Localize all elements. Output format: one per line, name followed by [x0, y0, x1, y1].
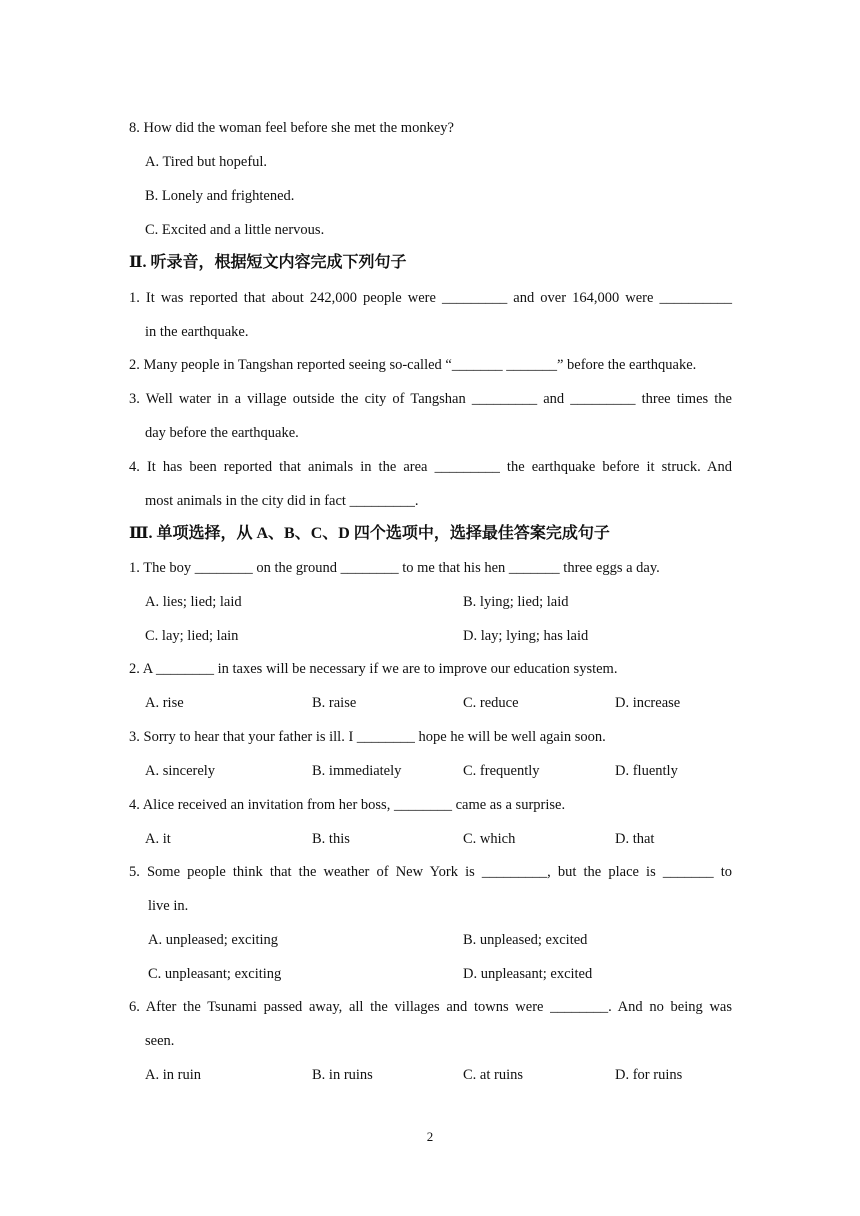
mc-5-option-d: D. unpleasant; excited	[463, 966, 593, 982]
mc-1-option-c: C. lay; lied; lain	[145, 628, 239, 644]
mc-1-option-b: B. lying; lied; laid	[463, 594, 569, 610]
section-2-heading: Ⅱ. 听录音，根据短文内容完成下列句子	[129, 254, 407, 271]
fill-sentence-1: 1. It was reported that about 242,000 people were _________ and over 164,000 were __________	[129, 290, 732, 306]
mc-4-option-d: D. that	[615, 831, 655, 847]
question-8-option-a: A. Tired but hopeful.	[145, 154, 268, 170]
page-number: 2	[426, 1129, 434, 1144]
mc-3-option-b: B. immediately	[312, 763, 402, 779]
mc-question-2: 2. A ________ in taxes will be necessary if we are to improve our education system.	[129, 661, 618, 677]
fill-sentence-4: 4. It has been reported that animals in the area _________ the earthquake before it struck. And	[129, 459, 732, 475]
mc-4-option-c: C. which	[463, 831, 516, 847]
mc-question-5-cont: live in.	[148, 898, 189, 914]
mc-3-option-a: A. sincerely	[145, 763, 216, 779]
mc-2-option-b: B. raise	[312, 695, 357, 711]
mc-6-option-b: B. in ruins	[312, 1067, 373, 1083]
mc-3-option-c: C. frequently	[463, 763, 540, 779]
mc-3-option-d: D. fluently	[615, 763, 678, 779]
mc-6-option-a: A. in ruin	[145, 1067, 201, 1083]
question-8-option-c: C. Excited and a little nervous.	[145, 222, 325, 238]
fill-sentence-2: 2. Many people in Tangshan reported seeing so-called “_______ _______” before the earthquake.	[129, 357, 697, 373]
section-3-heading: Ⅲ. 单项选择，从 A、B、C、D 四个选项中，选择最佳答案完成句子	[129, 525, 610, 542]
mc-2-option-d: D. increase	[615, 695, 681, 711]
mc-4-option-b: B. this	[312, 831, 350, 847]
mc-4-option-a: A. it	[145, 831, 171, 847]
fill-sentence-3: 3. Well water in a village outside the city of Tangshan _________ and _________ three times the	[129, 391, 732, 407]
mc-1-option-a: A. lies; lied; laid	[145, 594, 242, 610]
mc-question-1: 1. The boy ________ on the ground ________ to me that his hen _______ three eggs a day.	[129, 560, 660, 576]
mc-2-option-c: C. reduce	[463, 695, 519, 711]
fill-sentence-1-cont: in the earthquake.	[145, 324, 249, 340]
fill-sentence-3-cont: day before the earthquake.	[145, 425, 299, 441]
mc-5-option-a: A. unpleased; exciting	[148, 932, 279, 948]
mc-6-option-d: D. for ruins	[615, 1067, 683, 1083]
mc-5-option-c: C. unpleasant; exciting	[148, 966, 282, 982]
mc-1-option-d: D. lay; lying; has laid	[463, 628, 589, 644]
question-8: 8. How did the woman feel before she met the monkey?	[129, 120, 454, 136]
mc-question-5: 5. Some people think that the weather of New York is _________, but the place is _______ to	[129, 864, 732, 880]
fill-sentence-4-cont: most animals in the city did in fact _________.	[145, 493, 419, 509]
mc-6-option-c: C. at ruins	[463, 1067, 524, 1083]
mc-5-option-b: B. unpleased; excited	[463, 932, 588, 948]
mc-question-4: 4. Alice received an invitation from her boss, ________ came as a surprise.	[129, 797, 566, 813]
mc-question-3: 3. Sorry to hear that your father is ill. I ________ hope he will be well again soon.	[129, 729, 606, 745]
mc-question-6-cont: seen.	[145, 1033, 175, 1049]
mc-question-6: 6. After the Tsunami passed away, all the villages and towns were ________. And no being was	[129, 999, 732, 1015]
question-8-option-b: B. Lonely and frightened.	[145, 188, 295, 204]
mc-2-option-a: A. rise	[145, 695, 184, 711]
